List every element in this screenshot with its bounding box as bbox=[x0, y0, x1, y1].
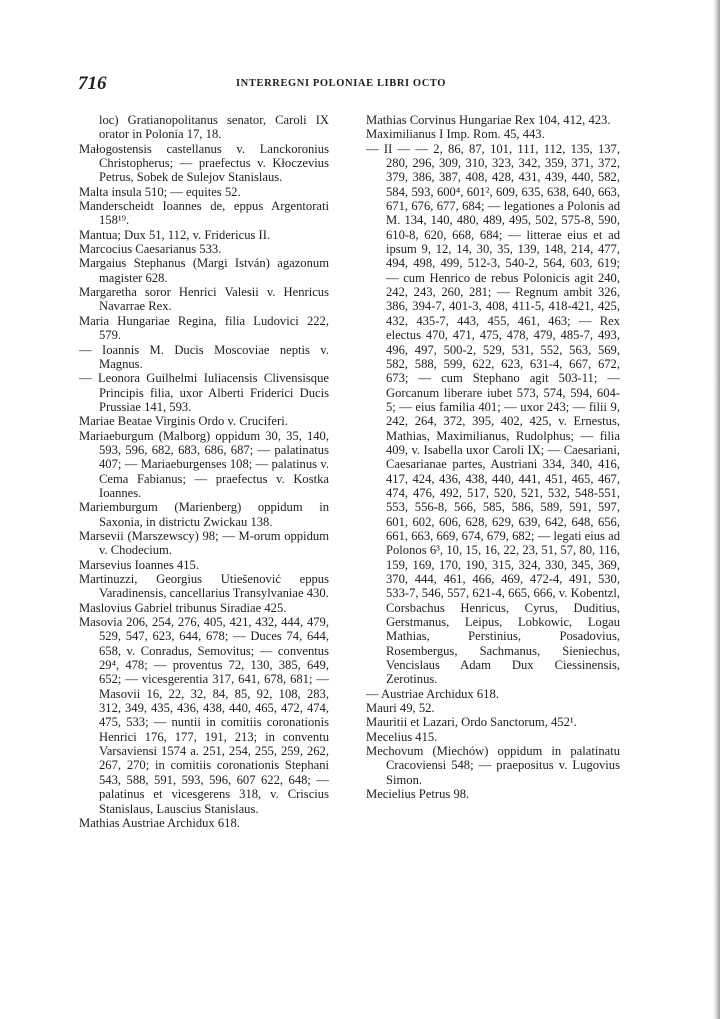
index-entry: Maria Hungariae Regina, filia Ludovici 222, 579. bbox=[79, 313, 329, 343]
index-entry: — Ioannis M. Ducis Moscoviae neptis v. Magnus. bbox=[79, 342, 329, 371]
index-entry: Małogostensis castellanus v. Lanckoronius Christopherus; — praefectus v. Kłoczevius Petrus, Sobek de Sulejov Stanislaus. bbox=[79, 141, 329, 185]
index-entry: Martinuzzi, Georgius Utiešenović eppus Varadinensis, cancellarius Transylvaniae 430. bbox=[79, 572, 329, 601]
index-entry: Mauritii et Lazari, Ordo Sanctorum, 452¹. bbox=[366, 715, 577, 730]
index-entry: Marsevii (Marszewscy) 98; — M-orum oppidum v. Chodecium. bbox=[79, 528, 329, 558]
index-entry: Marcocius Caesarianus 533. bbox=[79, 242, 222, 257]
index-entry: Mariae Beatae Virginis Ordo v. Cruciferi. bbox=[79, 414, 288, 429]
index-entry: Maslovius Gabriel tribunus Siradiae 425. bbox=[79, 600, 287, 615]
index-entry: loc) Gratianopolitanus senator, Caroli IX orator in Polonia 17, 18. bbox=[99, 113, 329, 142]
index-entry: Marsevius Ioannes 415. bbox=[79, 557, 199, 572]
page-edge-shadow bbox=[713, 0, 720, 1019]
running-head: INTERREGNI POLONIAE LIBRI OCTO bbox=[236, 78, 447, 89]
index-entry: Mariemburgum (Marienberg) oppidum in Saxonia, in districtu Zwickau 138. bbox=[79, 500, 329, 529]
index-entry: Mariaeburgum (Malborg) oppidum 30, 35, 140, 593, 596, 682, 683, 686, 687; — palatinatus 407; — Mariaeburgenses 108; — palatinus v. Cema Fabianus; — praefectus v. Kostka Ioannes. bbox=[79, 428, 329, 500]
index-entry: Mantua; Dux 51, 112, v. Fridericus II. bbox=[79, 227, 271, 242]
index-entry: — Austriae Archidux 618. bbox=[366, 686, 499, 701]
index-entry: Maximilianus I Imp. Rom. 45, 443. bbox=[366, 127, 545, 142]
index-column-right bbox=[366, 113, 620, 802]
index-entry: Malta insula 510; — equites 52. bbox=[79, 184, 241, 199]
index-entry: Mathias Austriae Archidux 618. bbox=[79, 815, 240, 830]
page-number: 716 bbox=[78, 73, 107, 94]
index-entry: — II — — 2, 86, 87, 101, 111, 112, 135, 137, 280, 296, 309, 310, 323, 342, 359, 371, 372, 379, 386, 387, 408, 428, 431, 439, 440, 582, 584, 593, 600⁴, 601², 609, 635, 638, 640, 663, 671, 676, 677, 684; — legationes a Polonis ad M. 134, 140, 480, 489, 495, 502, 575-8, 590, 610-8, 620, 668, 684; — litterae eius et ad ipsum 9, 12, 14, 30, 35, 139, 148, 214, 477, 494, 498, 499, 512-3, 540-2, 564, 603, 619; — cum Henrico de rebus Polonicis agit 240, 242, 243, 260, 281; — Regnum ambit 326, 386, 394-7, 401-3, 408, 411-5, 418-421, 425, 432, 435-7, 443, 455, 461, 463; — Rex electus 470, 471, 475, 478, 479, 485-7, 493, 496, 497, 500-2, 529, 531, 552, 563, 569, 582, 588, 599, 622, 623, 631-4, 667, 672, 673; — cum Stephano agit 503-11; — Gorcanum liberare iubet 573, 574, 594, 604-5; — eius familia 401; — uxor 243; — filii 9, 242, 264, 372, 395, 402, 425, v. Ernestus, Mathias, Maximilianus, Rudolphus; — filia 409, v. Isabella uxor Caroli IX; — Caesariani, Caesarianae partes, Austriani 334, 340, 416, 417, 424, 436, 438, 440, 441, 451, 465, 467, 474, 476, 492, 517, 520, 521, 532, 548-551, 553, 556-8, 566, 585, 586, 589, 591, 597, 601, 602, 606, 628, 629, 639, 642, 648, 656, 661, 663, 669, 674, 679, 682; — legati eius ad Polonos 6³, 10, 15, 16, 22, 23, 51, 57, 80, 116, 159, 169, 170, 190, 315, 324, 330, 345, 369, 370, 444, 461, 466, 469, 472-4, 491, 530, 533-7, 546, 557, 621-4, 665, 666, v. Kobentzl, Corsbachus Henricus, Cyrus, Duditius, Gerstmanus, Leipus, Lobkowic, Logau Mathias, Perstinius, Posadovius, Rosembergus, Sachmanus, Sieniechus, Vencislaus Adam Dux Ciessinensis, Zerotinus. bbox=[366, 141, 620, 687]
index-entry: Mauri 49, 52. bbox=[366, 701, 435, 716]
index-column-left bbox=[79, 113, 329, 830]
index-entry: Mechovum (Miechów) oppidum in palatinatu Cracoviensi 548; — praepositus v. Lugovius Simon. bbox=[366, 744, 620, 787]
index-entry: Margaretha soror Henrici Valesii v. Henricus Navarrae Rex. bbox=[79, 285, 329, 314]
index-entry: Mecelius 415. bbox=[366, 729, 438, 744]
index-entry: — Leonora Guilhelmi Iuliacensis Clivensisque Principis filia, uxor Alberti Friderici Ducis Prussiae 141, 593. bbox=[79, 371, 329, 414]
index-entry: Margaius Stephanus (Margi István) agazonum magister 628. bbox=[79, 256, 329, 285]
index-entry: Masovia 206, 254, 276, 405, 421, 432, 444, 479, 529, 547, 623, 644, 678; — Duces 74, 644, 658, v. Conradus, Semovitus; — conventus 29⁴, 478; — proventus 72, 130, 385, 649, 652; — vicesgerentia 317, 641, 678, 681; — Masovii 16, 22, 32, 84, 85, 92, 108, 283, 312, 349, 435, 436, 438, 440, 465, 472, 474, 475, 533; — nuntii in comitiis coronationis Henrici 176, 177, 191, 213; in conventu Varsaviensi 1574 a. 251, 254, 255, 259, 262, 267, 270; in comitiis coronationis Stephani 543, 588, 591, 593, 596, 607 622, 648; — palatinus et vicesgerens 318, v. Criscius Stanislaus, Lauscius Stanislaus. bbox=[79, 615, 329, 816]
index-entry: Manderscheidt Ioannes de, eppus Argentorati 158¹⁹. bbox=[79, 199, 329, 228]
index-entry: Mathias Corvinus Hungariae Rex 104, 412, 423. bbox=[366, 113, 611, 127]
index-entry: Mecielius Petrus 98. bbox=[366, 787, 470, 802]
